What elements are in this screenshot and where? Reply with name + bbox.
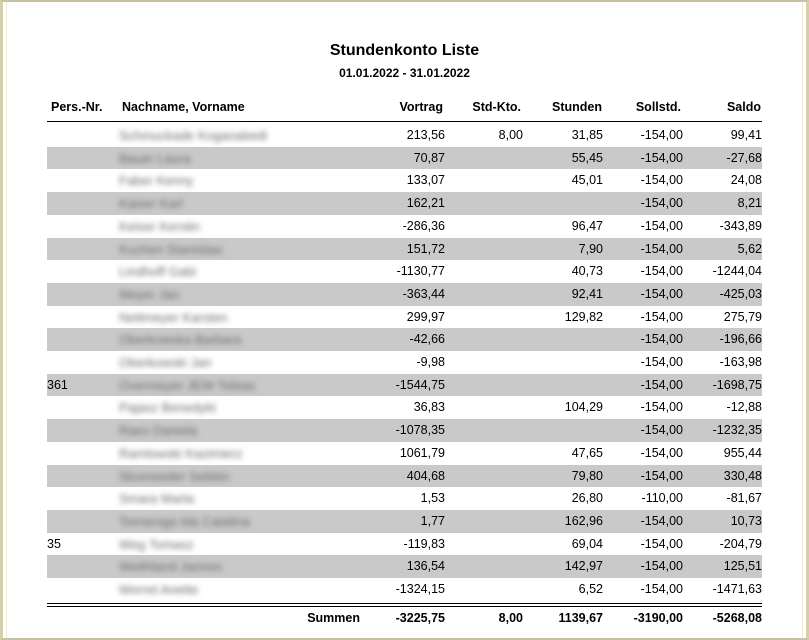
stunden-value: 69,04: [571, 536, 603, 551]
employee-name: Ramlowski Kazimierz: [119, 445, 243, 461]
stunden-value: 47,65: [571, 445, 603, 460]
saldo-value: -196,66: [719, 332, 762, 347]
stunden-value: 96,47: [571, 218, 603, 233]
employee-name: Oberkowski Jan: [119, 355, 212, 370]
employee-name: Tomaroga Ida Catalina: [119, 513, 250, 529]
vortrag-value: 36,83: [413, 400, 445, 415]
sollstd-value: -154,00: [640, 128, 683, 142]
vortrag-value: 70,87: [413, 150, 445, 165]
table-row: [47, 147, 762, 170]
sollstd-value: -154,00: [640, 536, 683, 551]
vortrag-value: 162,21: [406, 196, 445, 211]
table-row: [47, 215, 762, 238]
sollstd-value: -154,00: [640, 264, 683, 279]
employee-name: Worret Anette: [119, 582, 199, 597]
column-header-stdkto: Std-Kto.: [472, 100, 521, 114]
table-row: [47, 555, 762, 578]
table-row: [47, 374, 762, 397]
stunden-value: 45,01: [571, 173, 603, 188]
saldo-value: -1471,63: [712, 582, 762, 596]
sollstd-value: -154,00: [640, 400, 683, 415]
pers-no: 361: [47, 377, 68, 392]
employee-name: Meyer Jan: [119, 286, 180, 302]
saldo-value: -343,89: [719, 218, 762, 233]
table-row: [47, 465, 762, 488]
saldo-value: 125,51: [723, 559, 762, 574]
vortrag-value: 1,77: [420, 513, 445, 528]
saldo-value: -81,67: [726, 491, 762, 506]
vortrag-value: 299,97: [406, 309, 445, 324]
vortrag-value: -1078,35: [395, 423, 445, 438]
saldo-value: 8,21: [737, 196, 762, 211]
sollstd-value: -154,00: [640, 355, 683, 369]
employee-name: Keiser Kerstin: [119, 218, 200, 234]
vortrag-value: 136,54: [406, 559, 445, 574]
pers-no: 35: [47, 536, 61, 551]
employee-name: Overmeyer JEW Tobias: [119, 377, 256, 393]
report-title: Stundenkonto Liste: [329, 42, 480, 59]
table-row: [47, 169, 762, 192]
table-row: [47, 260, 762, 283]
stunden-value: 129,82: [564, 309, 603, 324]
report-period: 01.01.2022 - 31.01.2022: [339, 66, 470, 80]
total-soll: -3190,00: [633, 611, 683, 625]
stunden-value: 31,85: [571, 128, 603, 142]
stunden-value: 79,80: [571, 468, 603, 483]
vortrag-value: -1324,15: [395, 582, 445, 596]
saldo-value: 24,08: [730, 173, 762, 188]
stunden-value: 26,80: [571, 491, 603, 506]
employee-name: Weithland Jannes: [119, 559, 223, 575]
employee-name: Bauer Laura: [119, 150, 191, 166]
table-row: [47, 283, 762, 306]
totals-rule-2: [47, 606, 762, 607]
sollstd-value: -154,00: [640, 513, 683, 528]
saldo-value: 330,48: [723, 468, 762, 483]
vortrag-value: 133,07: [406, 173, 445, 188]
saldo-value: 10,73: [730, 513, 762, 528]
sollstd-value: -154,00: [640, 150, 683, 165]
saldo-value: 99,41: [730, 128, 762, 142]
table-row: [47, 419, 762, 442]
stunden-value: 162,96: [564, 513, 603, 528]
stunden-value: 7,90: [578, 241, 603, 256]
sollstd-value: -110,00: [641, 491, 683, 506]
employee-name: Smara Marta: [119, 491, 195, 507]
totals-label: Summen: [307, 611, 360, 625]
column-header-soll: Sollstd.: [635, 100, 681, 114]
table-row: [47, 351, 762, 374]
sollstd-value: -154,00: [640, 196, 683, 211]
frame-inner-right: [802, 2, 803, 638]
table-row: [47, 487, 762, 510]
vortrag-value: -9,98: [416, 355, 445, 369]
saldo-value: 5,62: [737, 241, 762, 256]
employee-name: Kaiser Karl: [119, 196, 183, 212]
employee-name: Raes Daniela: [119, 423, 198, 439]
sollstd-value: -154,00: [640, 286, 683, 301]
table-row: [47, 192, 762, 215]
sollstd-value: -154,00: [640, 332, 683, 347]
stdkto-value: 8,00: [498, 128, 523, 142]
total-saldo: -5268,08: [712, 611, 762, 625]
stunden-value: 142,97: [564, 559, 603, 574]
employee-name: Nettmeyer Karsten: [119, 309, 228, 325]
vortrag-value: -119,83: [403, 536, 445, 551]
employee-name: Lindhoff Gabi: [119, 264, 197, 280]
table-row: [47, 510, 762, 533]
sollstd-value: -154,00: [640, 582, 683, 596]
employee-name: Weg Tomasz: [119, 536, 194, 552]
saldo-value: -27,68: [726, 150, 762, 165]
employee-name: Pajasz Benedykt: [119, 400, 216, 416]
vortrag-value: 1,53: [420, 491, 445, 506]
vortrag-value: -286,36: [402, 218, 445, 233]
sollstd-value: -154,00: [640, 468, 683, 483]
vortrag-value: -363,44: [402, 286, 445, 301]
column-header-vortrag: Vortrag: [399, 100, 443, 114]
saldo-value: -12,88: [726, 400, 762, 415]
employee-name: Schmuckade Koganabedi: [119, 128, 268, 143]
column-header-name: Nachname, Vorname: [122, 100, 245, 114]
sollstd-value: -154,00: [640, 218, 683, 233]
vortrag-value: 151,72: [406, 241, 445, 256]
stunden-value: 40,73: [571, 264, 603, 279]
table-row: [47, 306, 762, 329]
saldo-value: 955,44: [723, 445, 762, 460]
vortrag-value: -1130,77: [396, 264, 445, 279]
total-stdkto: 8,00: [498, 611, 523, 625]
sollstd-value: -154,00: [640, 173, 683, 188]
employee-name: Oberkowska Barbara: [119, 332, 242, 348]
table-row: [47, 578, 762, 601]
saldo-value: -425,03: [719, 286, 762, 301]
table-row: [47, 124, 762, 147]
table-row: [47, 533, 762, 556]
saldo-value: -163,98: [719, 355, 762, 369]
totals-rule-1: [47, 603, 762, 604]
frame-inner-left: [6, 2, 7, 638]
vortrag-value: 213,56: [406, 128, 445, 142]
sollstd-value: -154,00: [640, 445, 683, 460]
sollstd-value: -154,00: [640, 377, 683, 392]
employee-name: Skomeeder Sebbin: [119, 468, 230, 484]
employee-name: Kuchen Stanislaw: [119, 241, 223, 257]
vortrag-value: -42,66: [409, 332, 445, 347]
saldo-value: -1698,75: [712, 377, 762, 392]
table-row: [47, 328, 762, 351]
table-row: [47, 238, 762, 261]
stunden-value: 55,45: [571, 150, 603, 165]
saldo-value: -1232,35: [712, 423, 762, 438]
header-rule: [47, 121, 762, 122]
table-row: [47, 396, 762, 419]
employee-name: Faber Kenny: [119, 173, 194, 189]
saldo-value: -204,79: [719, 536, 762, 551]
vortrag-value: 404,68: [406, 468, 445, 483]
sollstd-value: -154,00: [640, 309, 683, 324]
sollstd-value: -154,00: [640, 241, 683, 256]
sollstd-value: -154,00: [640, 423, 683, 438]
vortrag-value: -1544,75: [395, 377, 445, 392]
saldo-value: 275,79: [723, 309, 762, 324]
total-vortrag: -3225,75: [395, 611, 445, 625]
saldo-value: -1244,04: [712, 264, 762, 279]
stunden-value: 104,29: [564, 400, 603, 415]
sollstd-value: -154,00: [640, 559, 683, 574]
table-row: [47, 442, 762, 465]
stunden-value: 92,41: [571, 286, 603, 301]
column-header-saldo: Saldo: [726, 100, 761, 114]
stunden-value: 6,52: [578, 582, 603, 596]
total-stunden: 1139,67: [558, 611, 603, 625]
vortrag-value: 1061,79: [399, 445, 445, 460]
column-header-stunden: Stunden: [552, 100, 602, 114]
column-header-pers: Pers.-Nr.: [51, 100, 103, 114]
